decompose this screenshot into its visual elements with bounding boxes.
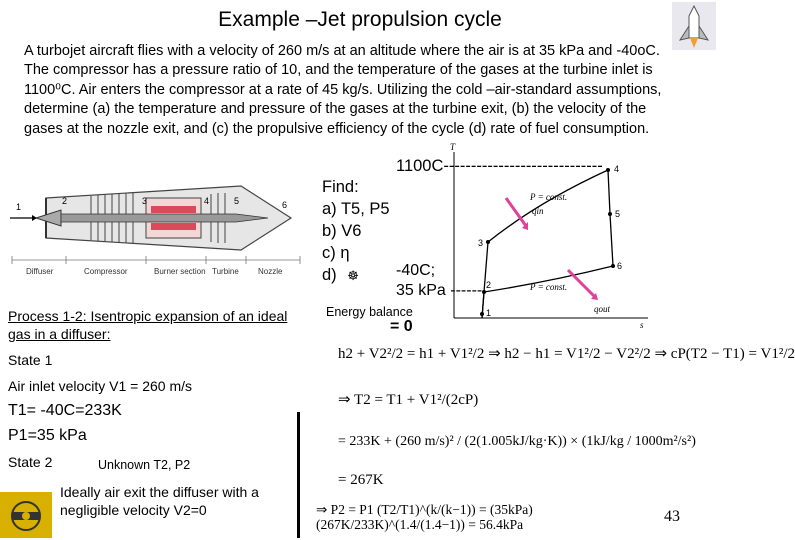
- find-item-b: b) V6: [322, 222, 362, 240]
- axis-s-label: s: [640, 320, 644, 330]
- fuel-icon: ☸: [347, 268, 359, 283]
- engine-label-compressor: Compressor: [84, 267, 128, 276]
- p1-value: P1=35 kPa: [8, 427, 87, 444]
- equation-t2: ⇒ T2 = T1 + V1²/(2cP): [338, 392, 479, 408]
- p-const-upper-label: P = const.: [530, 192, 568, 202]
- find-item-c: c) η: [322, 244, 350, 262]
- svg-text:2: 2: [62, 196, 68, 206]
- equation-p2: ⇒ P2 = P1 (T2/T1)^(k/(k−1)) = (35kPa)(267K/233K)^(1.4/(1.4−1)) = 56.4kPa: [316, 502, 533, 532]
- equation-t2-result: = 267K: [338, 472, 384, 488]
- svg-text:1: 1: [16, 202, 22, 212]
- find-heading: Find:: [322, 178, 359, 196]
- engine-label-nozzle: Nozzle: [258, 267, 283, 276]
- svg-text:4: 4: [204, 196, 210, 206]
- inlet-velocity-text: Air inlet velocity V1 = 260 m/s: [8, 378, 193, 394]
- find-list: [322, 176, 390, 287]
- point-1: 1: [486, 308, 492, 318]
- svg-text:6: 6: [282, 200, 288, 210]
- process-title: Process 1-2: Isentropic expansion of an ideal gas in a diffuser:: [8, 308, 288, 342]
- space-shuttle-icon: [672, 2, 716, 50]
- unknown-text: Unknown T2, P2: [98, 458, 191, 472]
- equation-energy-balance: h2 + V2²/2 = h1 + V1²/2 ⇒ h2 − h1 = V1²/2 − V2²/2 ⇒ cP(T2 − T1) = V1²/2: [338, 346, 795, 362]
- point-2: 2: [486, 280, 492, 290]
- engine-label-burner: Burner section: [154, 267, 206, 276]
- state2-label: State 2: [8, 454, 53, 470]
- point-5: 5: [615, 209, 621, 219]
- q-in-label: qin: [532, 206, 544, 216]
- v2-equals-zero: = 0: [390, 318, 413, 335]
- axis-t-label: T: [450, 142, 456, 152]
- engine-label-diffuser: Diffuser: [26, 267, 54, 276]
- point-4: 4: [614, 164, 620, 174]
- q-out-label: qout: [594, 304, 611, 314]
- ambient-conditions-label: -40C; 35 kPa ------: [396, 262, 483, 299]
- slide-title: Example –Jet propulsion cycle: [218, 8, 502, 31]
- equation-t2-substitution: = 233K + (260 m/s)² / (2(1.005kJ/kg·K)) × (1kJ/kg / 1000m²/s²): [338, 434, 696, 449]
- find-item-d: d) ☸: [322, 266, 359, 284]
- turbine-inlet-temp-label: 1100C-----------------------------: [396, 157, 603, 175]
- svg-text:3: 3: [142, 196, 148, 206]
- page-number: 43: [664, 508, 680, 525]
- column-divider: [297, 412, 300, 538]
- engineering-logo-icon: [0, 492, 52, 538]
- point-6: 6: [617, 261, 623, 271]
- p-const-lower-label: P = const.: [530, 282, 568, 292]
- ideal-exit-text: Ideally air exit the diffuser with a negligible velocity V2=0: [60, 484, 259, 518]
- engine-label-turbine: Turbine: [212, 267, 239, 276]
- point-3: 3: [478, 238, 484, 248]
- turbojet-engine-diagram: [6, 168, 306, 278]
- t1-value: T1= -40C=233K: [8, 402, 122, 419]
- problem-statement: A turbojet aircraft flies with a velocity of 260 m/s at an altitude where the air is at 35 kPa and -40oC. The compressor has a pressure ratio of 10, and the temperature of the gases at the turbine inlet is 1100⁰C. Air enters the compressor at a rate of 45 kg/s. Utilizing the cold –air-standard assumptions, determine (a) the temperature and pressure of the gases at the turbine exit, (b) the velocity of the gases at the nozzle exit, and (c) the propulsive efficiency of the cycle (d) rate of fuel consumption.: [24, 43, 662, 137]
- find-item-a: a) T5, P5: [322, 200, 390, 218]
- state1-label: State 1: [8, 352, 53, 368]
- energy-balance-label: Energy balance: [326, 305, 413, 319]
- svg-text:5: 5: [234, 196, 240, 206]
